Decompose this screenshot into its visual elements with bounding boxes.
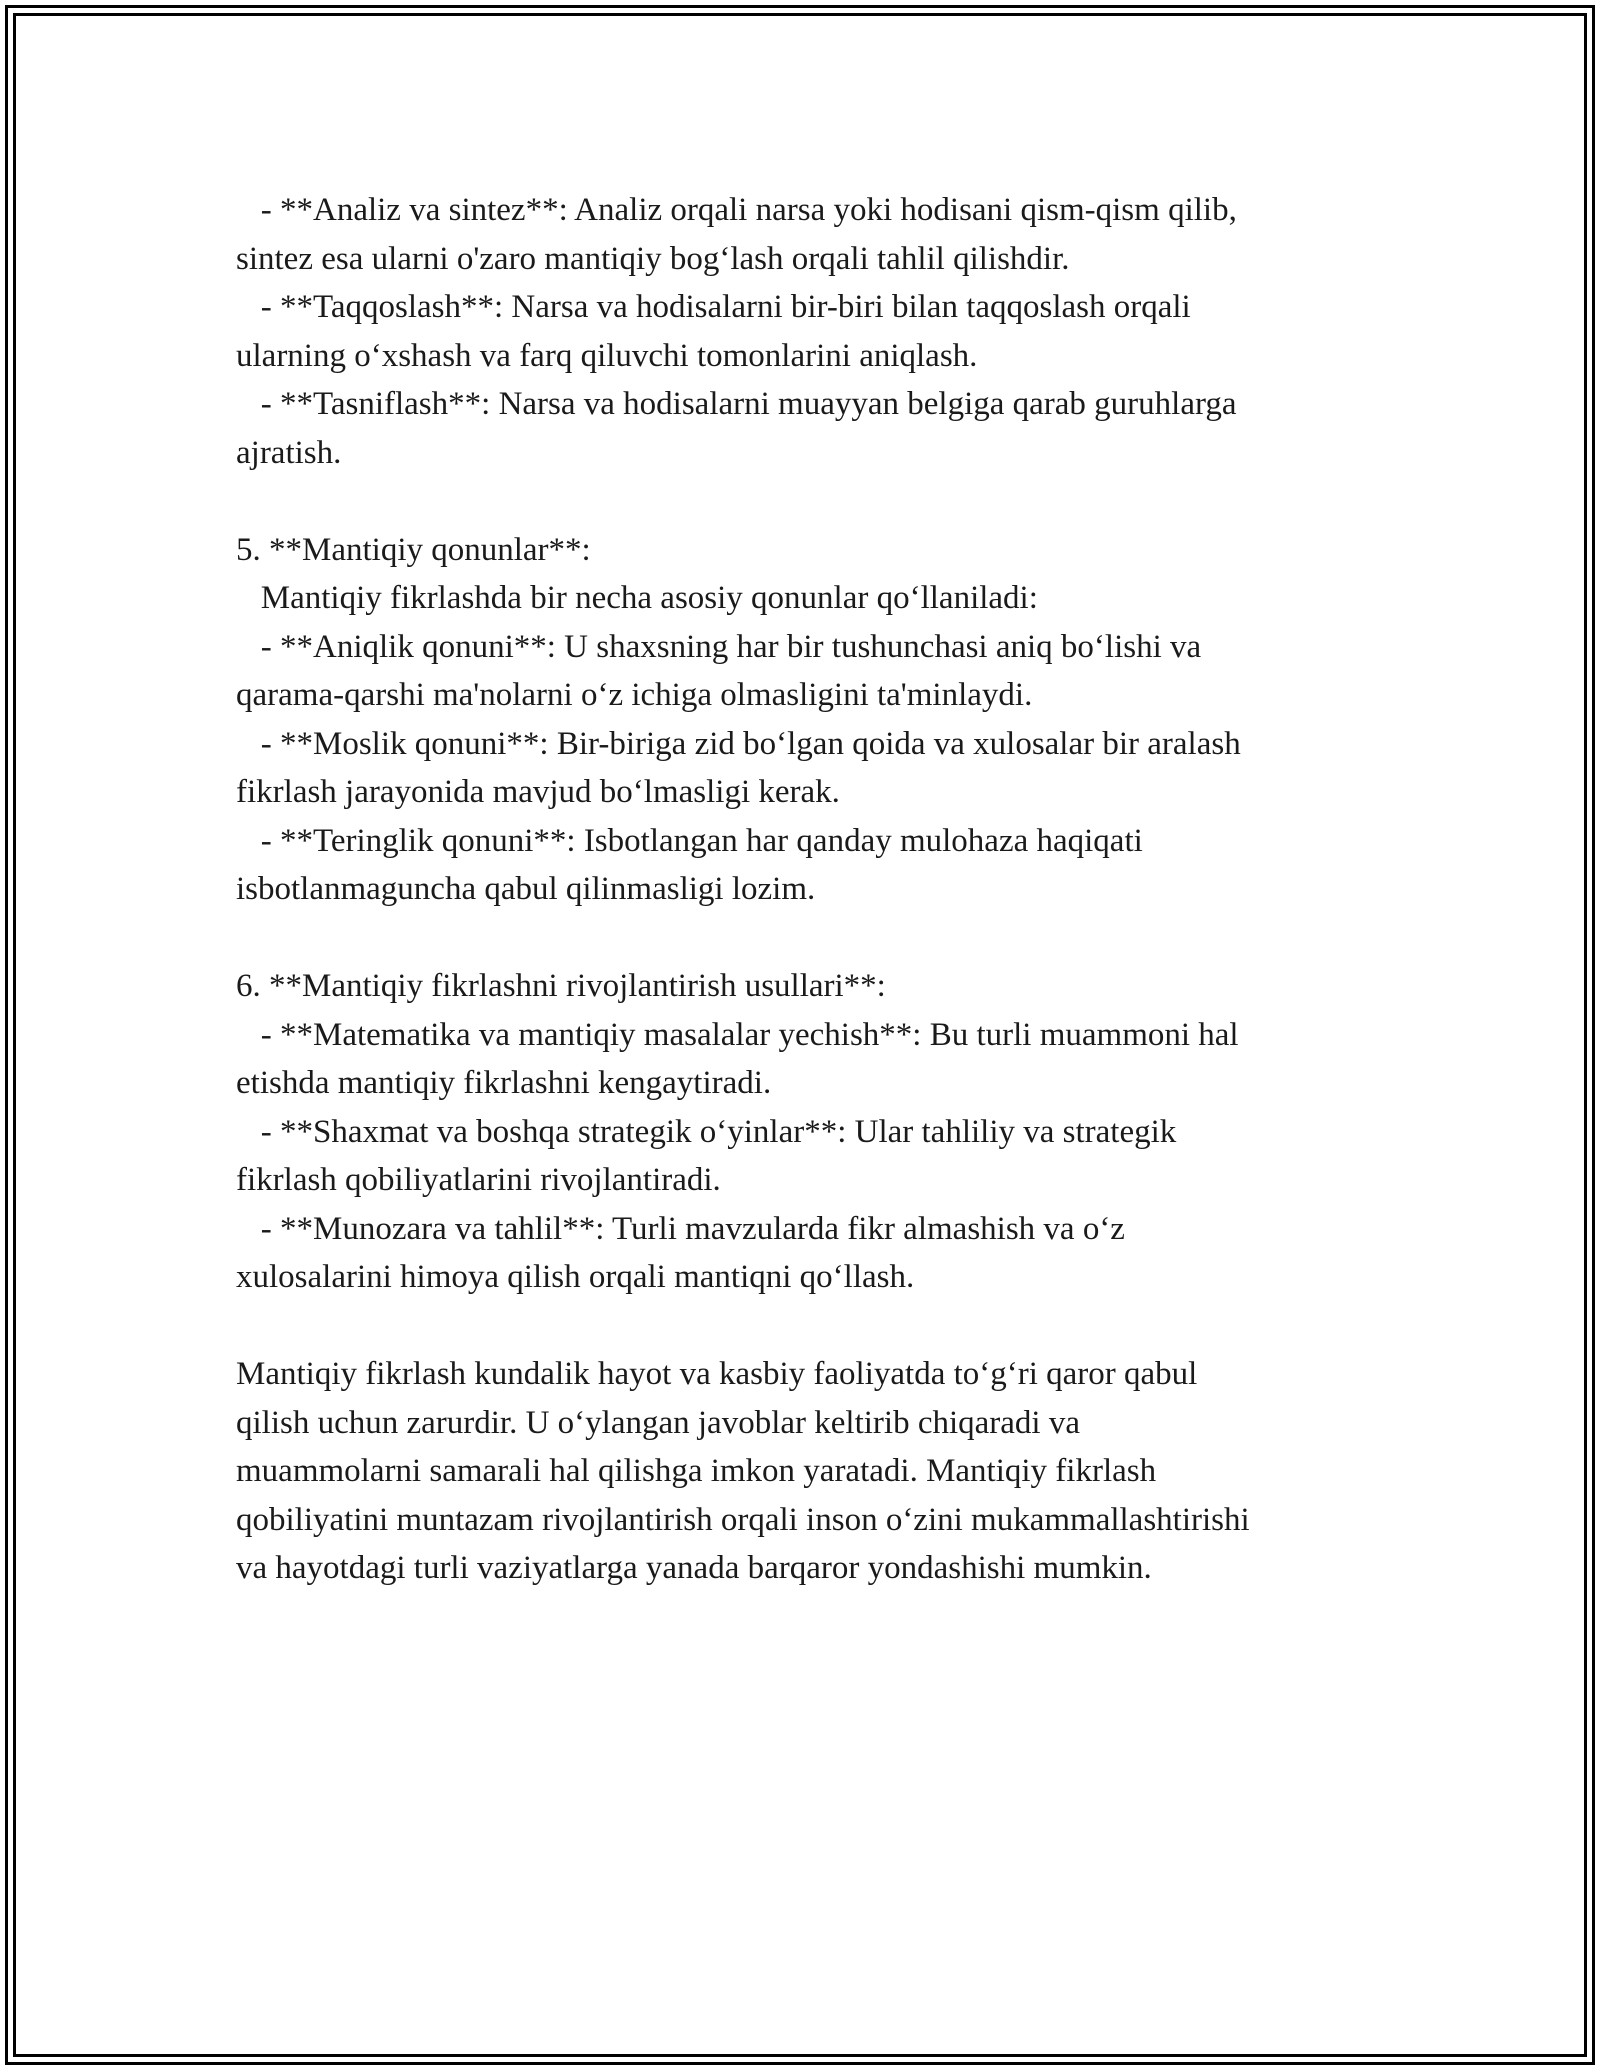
text-line: - **Taqqoslash**: Narsa va hodisalarni bir-biri bilan taqqoslash orqali [236, 289, 1191, 325]
text-line: ajratish. [236, 434, 342, 471]
text-line: xulosalarini himoya qilish orqali mantiqni qo‘llash. [236, 1259, 915, 1295]
text-line: - **Tasniflash**: Narsa va hodisalarni muayyan belgiga qarab guruhlarga [236, 386, 1237, 422]
text-line: qilish uchun zarurdir. U o‘ylangan javoblar keltirib chiqaradi va [236, 1404, 1080, 1441]
text-line: - **Munozara va tahlil**: Turli mavzularda fikr almashish va o‘z [236, 1210, 1125, 1247]
text-line: muammolarni samarali hal qilishga imkon yaratadi. Mantiqiy fikrlash [236, 1453, 1157, 1489]
text-line: fikrlash qobiliyatlarini rivojlantiradi. [236, 1162, 721, 1198]
paragraph-gap [236, 1302, 1376, 1351]
text-line: - **Teringlik qonuni**: Isbotlangan har qanday mulohaza haqiqati [236, 822, 1143, 859]
text-line: va hayotdagi turli vaziyatlarga yanada barqaror yondashishi mumkin. [236, 1550, 1152, 1586]
text-line: - **Aniqlik qonuni**: U shaxsning har bir tushunchasi aniq bo‘lishi va [236, 628, 1202, 665]
text-line: sintez esa ularni o'zaro mantiqiy bog‘lash orqali tahlil qilishdir. [236, 240, 1070, 277]
text-line: - **Moslik qonuni**: Bir-biriga zid bo‘lgan qoida va xulosalar bir aralash [236, 725, 1241, 762]
text-line: - **Analiz va sintez**: Analiz orqali narsa yoki hodisani qism-qism qilib, [236, 192, 1237, 228]
section-heading: 6. **Mantiqiy fikrlashni rivojlantirish usullari**: [236, 968, 886, 1004]
text-line: etishda mantiqiy fikrlashni kengaytiradi. [236, 1065, 772, 1101]
paragraph-gap [236, 477, 1376, 526]
section-heading: 5. **Mantiqiy qonunlar**: [236, 531, 591, 568]
text-line: - **Shaxmat va boshqa strategik o‘yinlar**: Ular tahliliy va strategik [236, 1113, 1177, 1150]
text-line: Mantiqiy fikrlash kundalik hayot va kasbiy faoliyatda to‘g‘ri qaror qabul [236, 1356, 1198, 1392]
text-line: qarama-qarshi ma'nolarni o‘z ichiga olmasligini ta'minlaydi. [236, 677, 1033, 713]
document-body [236, 186, 1376, 1593]
text-line: Mantiqiy fikrlashda bir necha asosiy qonunlar qo‘llaniladi: [236, 580, 1038, 616]
paragraph-gap [236, 914, 1376, 963]
text-line: qobiliyatini muntazam rivojlantirish orqali inson o‘zini mukammallashtirishi [236, 1501, 1250, 1538]
text-line: - **Matematika va mantiqiy masalalar yechish**: Bu turli muammoni hal [236, 1016, 1239, 1053]
text-line: isbotlanmaguncha qabul qilinmasligi lozim. [236, 871, 816, 907]
text-line: fikrlash jarayonida mavjud bo‘lmasligi kerak. [236, 774, 840, 810]
text-line: ularning o‘xshash va farq qiluvchi tomonlarini aniqlash. [236, 337, 978, 374]
